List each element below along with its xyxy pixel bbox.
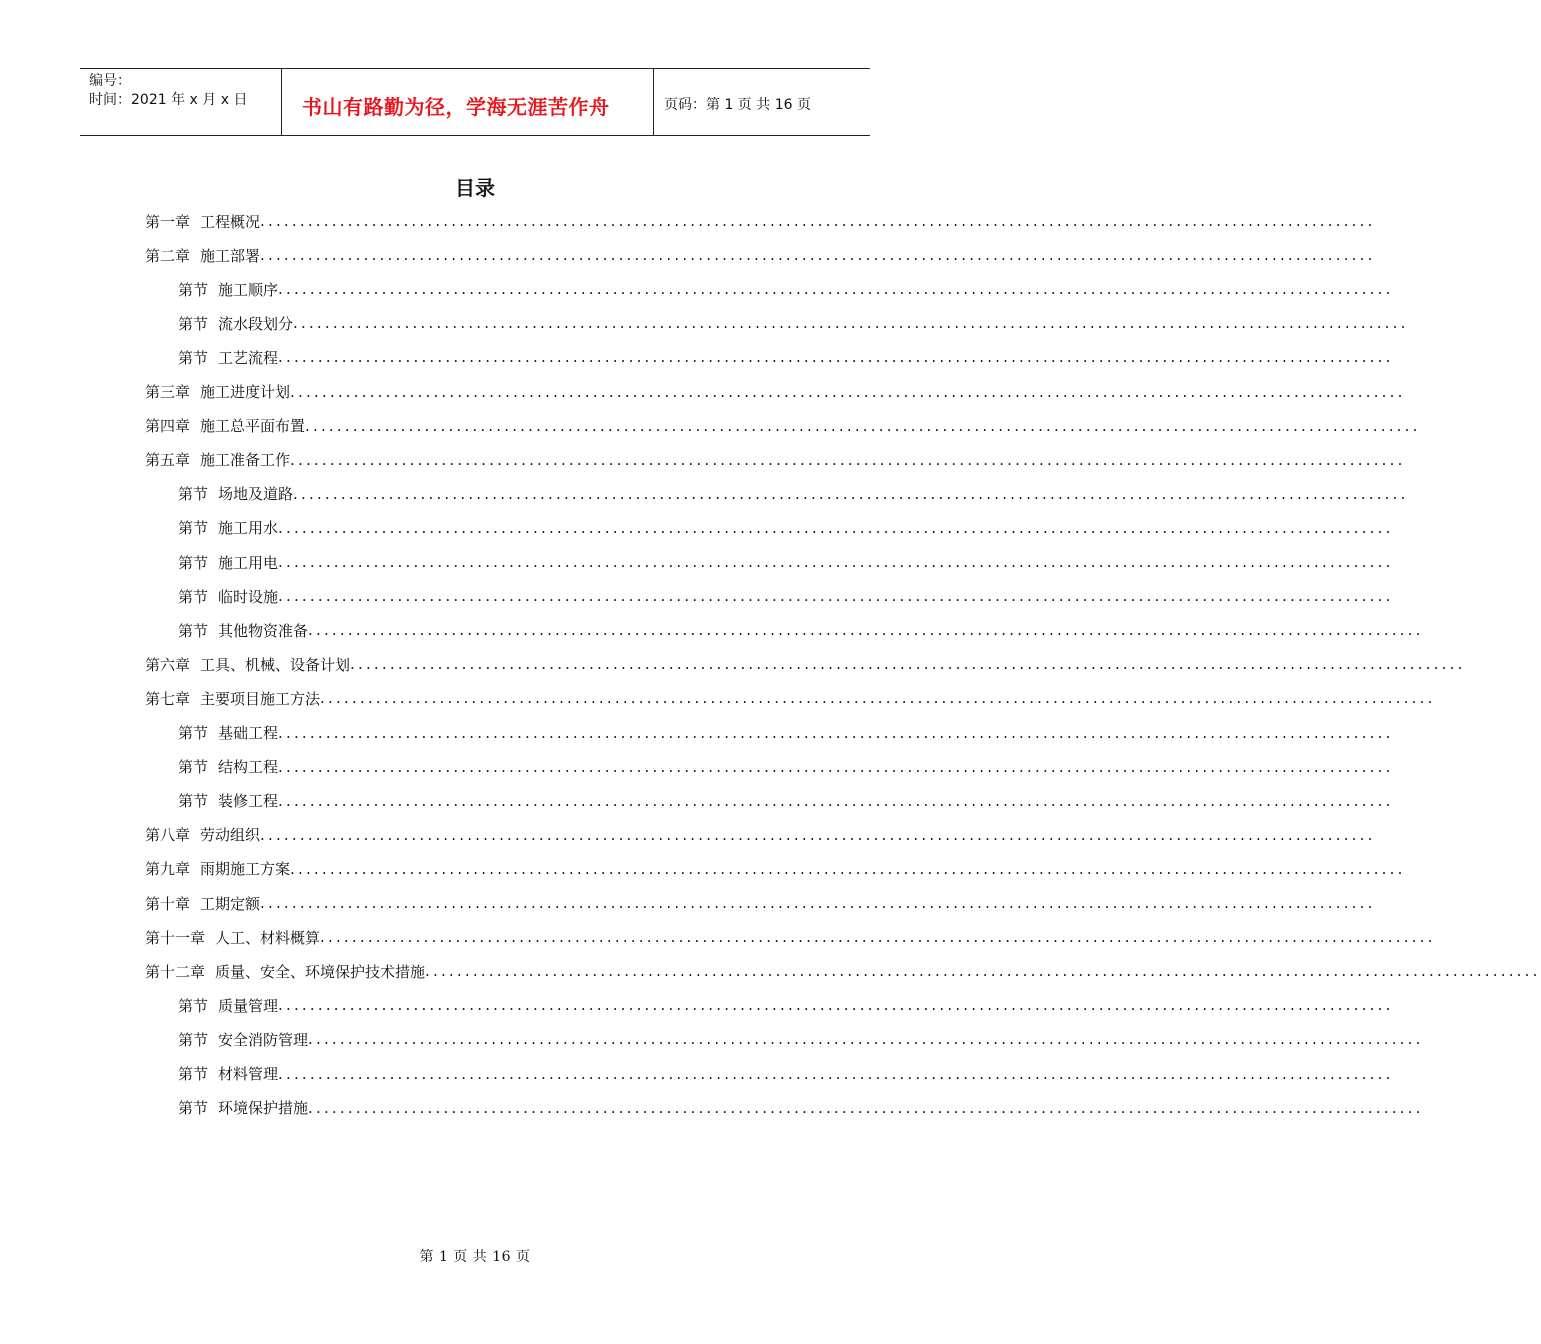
toc-section-entry[interactable] xyxy=(178,579,1394,613)
toc-section-entry[interactable] xyxy=(178,1022,1424,1056)
toc-entry-number: 第十二章 xyxy=(145,962,206,981)
toc-entry-label xyxy=(145,654,350,675)
toc-entry-title: 安全消防管理 xyxy=(218,1030,309,1049)
toc-dot-leader: ............................................................................................................................................ xyxy=(260,246,1376,265)
toc-entry-number: 第节 xyxy=(178,724,209,742)
toc-entry-title: 施工顺序 xyxy=(218,280,279,299)
toc-entry-title: 装修工程 xyxy=(218,792,279,811)
toc-section-entry[interactable] xyxy=(178,511,1394,545)
toc-entry-number: 第一章 xyxy=(145,212,191,231)
toc-entry-label xyxy=(145,381,290,402)
toc-entry-label xyxy=(178,1029,308,1050)
toc-entry-label xyxy=(178,586,278,607)
toc-entry-title: 施工总平面布置 xyxy=(200,417,306,436)
toc-entry-title: 工艺流程 xyxy=(218,348,279,367)
toc-dot-leader: ............................................................................................................................................ xyxy=(278,996,1394,1015)
toc-entry-title: 临时设施 xyxy=(218,587,279,606)
toc-dot-leader: ............................................................................................................................................ xyxy=(308,621,1424,640)
toc-entry-number: 第节 xyxy=(178,553,209,572)
toc-dot-leader: ............................................................................................................................................ xyxy=(260,212,1376,230)
toc-section-entry[interactable] xyxy=(178,613,1424,647)
toc-dot-leader: ............................................................................................................................................ xyxy=(260,894,1376,912)
toc-entry-title: 质量管理 xyxy=(218,996,279,1015)
toc-section-entry[interactable] xyxy=(178,784,1394,818)
toc-dot-leader: ............................................................................................................................................ xyxy=(278,553,1394,571)
toc-entry-number: 第节 xyxy=(178,1030,209,1049)
toc-entry-number: 第八章 xyxy=(145,826,191,845)
toc-chapter-entry[interactable] xyxy=(145,204,1376,238)
toc-entry-label xyxy=(178,620,308,641)
toc-entry-number: 第节 xyxy=(178,1065,209,1083)
toc-entry-title: 流水段划分 xyxy=(218,314,294,333)
toc-dot-leader: ............................................................................................................................................ xyxy=(278,791,1394,810)
toc-chapter-entry[interactable] xyxy=(145,852,1406,886)
toc-dot-leader: ............................................................................................................................................ xyxy=(320,928,1436,947)
toc-section-entry[interactable] xyxy=(178,750,1394,784)
toc-chapter-entry[interactable] xyxy=(145,886,1376,920)
toc-entry-label xyxy=(178,347,278,368)
toc-entry-number: 第节 xyxy=(178,758,209,777)
toc-section-entry[interactable] xyxy=(178,477,1409,511)
toc-chapter-entry[interactable] xyxy=(145,238,1376,272)
toc-entry-title: 工程概况 xyxy=(200,212,261,231)
toc-entry-title: 雨期施工方案 xyxy=(200,860,291,879)
toc-entry-label xyxy=(145,961,425,982)
toc-section-entry[interactable] xyxy=(178,545,1394,579)
toc-chapter-entry[interactable] xyxy=(145,375,1406,409)
toc-dot-leader: ............................................................................................................................................ xyxy=(278,757,1394,776)
toc-entry-number: 第六章 xyxy=(145,655,191,674)
toc-dot-leader: ............................................................................................................................................ xyxy=(425,962,1541,981)
toc-dot-leader: ............................................................................................................................................ xyxy=(278,348,1394,367)
toc-section-entry[interactable] xyxy=(178,988,1394,1022)
toc-dot-leader: ............................................................................................................................................ xyxy=(293,314,1409,333)
toc-entry-number: 第节 xyxy=(178,621,209,640)
toc-entry-number: 第节 xyxy=(178,792,209,811)
toc-entry-label xyxy=(178,1063,278,1084)
toc-dot-leader: ............................................................................................................................................ xyxy=(308,1030,1424,1049)
toc-entry-label xyxy=(178,313,293,334)
toc-entry-title: 施工准备工作 xyxy=(200,451,291,470)
toc-entry-title: 主要项目施工方法 xyxy=(200,689,321,708)
toc-entry-label xyxy=(178,790,278,811)
toc-entry-title: 劳动组织 xyxy=(200,826,261,845)
toc-section-entry[interactable] xyxy=(178,272,1394,306)
toc-entry-title: 人工、材料概算 xyxy=(215,928,321,947)
toc-chapter-entry[interactable] xyxy=(145,920,1436,954)
toc-entry-label xyxy=(145,245,260,266)
toc-entry-number: 第四章 xyxy=(145,417,191,436)
toc-section-entry[interactable] xyxy=(178,716,1394,750)
toc-entry-title: 基础工程 xyxy=(218,724,279,742)
toc-entry-number: 第节 xyxy=(178,1099,209,1118)
toc-entry-number: 第五章 xyxy=(145,451,191,470)
toc-entry-label xyxy=(145,449,290,470)
toc-dot-leader: ............................................................................................................................................ xyxy=(278,723,1394,742)
toc-chapter-entry[interactable] xyxy=(145,681,1436,715)
toc-entry-title: 施工用水 xyxy=(218,519,279,538)
document-date-label: 时间：2021 年 x 月 x 日 xyxy=(89,92,248,108)
toc-chapter-entry[interactable] xyxy=(145,954,1541,988)
toc-entry-label xyxy=(178,722,278,743)
toc-entry-title: 工期定额 xyxy=(200,894,261,913)
toc-chapter-entry[interactable] xyxy=(145,647,1466,681)
toc-entry-label xyxy=(145,927,320,948)
toc-entry-number: 第十章 xyxy=(145,894,191,913)
toc-entry-number: 第三章 xyxy=(145,383,191,401)
toc-entry-title: 施工用电 xyxy=(218,553,279,572)
toc-entry-label xyxy=(145,858,290,879)
toc-entry-title: 材料管理 xyxy=(218,1065,279,1083)
toc-dot-leader: ............................................................................................................................................ xyxy=(320,689,1436,708)
header-motto: 书山有路勤为径，学海无涯苦作舟 xyxy=(302,94,610,119)
toc-entry-number: 第节 xyxy=(178,485,209,504)
toc-entry-label xyxy=(145,824,260,845)
toc-section-entry[interactable] xyxy=(178,1057,1394,1091)
page-header-table xyxy=(80,68,870,136)
toc-dot-leader: ............................................................................................................................................ xyxy=(350,655,1466,674)
toc-entry-number: 第节 xyxy=(178,348,209,367)
toc-entry-label xyxy=(178,279,278,300)
toc-entry-title: 工具、机械、设备计划 xyxy=(200,655,351,674)
header-motto-cell xyxy=(282,69,654,135)
toc-entry-label xyxy=(145,415,305,436)
toc-section-entry[interactable] xyxy=(178,340,1394,374)
toc-entry-label xyxy=(145,688,320,709)
toc-entry-label xyxy=(178,517,278,538)
toc-entry-title: 质量、安全、环境保护技术措施 xyxy=(215,962,426,981)
header-page-info: 页码：第 1 页 共 16 页 xyxy=(664,97,811,113)
toc-entry-title: 其他物资准备 xyxy=(218,621,309,640)
toc-entry-number: 第七章 xyxy=(145,689,191,708)
toc-dot-leader: ............................................................................................................................................ xyxy=(278,587,1394,606)
toc-entry-label xyxy=(178,552,278,573)
toc-entry-number: 第节 xyxy=(178,280,209,299)
toc-entry-label xyxy=(145,211,260,232)
toc-dot-leader: ............................................................................................................................................ xyxy=(293,484,1409,503)
toc-entry-label xyxy=(178,483,293,504)
toc-entry-label xyxy=(178,995,278,1016)
toc-dot-leader: ............................................................................................................................................ xyxy=(308,1098,1424,1117)
toc-entry-number: 第节 xyxy=(178,314,209,333)
toc-dot-leader: ............................................................................................................................................ xyxy=(278,518,1394,537)
document-number-label: 编号： xyxy=(89,73,131,89)
toc-entry-title: 场地及道路 xyxy=(218,485,294,504)
toc-entry-number: 第二章 xyxy=(145,246,191,265)
toc-section-entry[interactable] xyxy=(178,1091,1424,1125)
toc-entry-label xyxy=(145,893,260,914)
toc-dot-leader: ............................................................................................................................................ xyxy=(290,450,1406,469)
toc-dot-leader: ............................................................................................................................................ xyxy=(290,859,1406,878)
toc-dot-leader: ............................................................................................................................................ xyxy=(290,382,1406,401)
toc-dot-leader: ............................................................................................................................................ xyxy=(278,280,1394,299)
toc-entry-number: 第节 xyxy=(178,587,209,606)
header-page-cell xyxy=(654,69,870,135)
toc-entry-title: 施工进度计划 xyxy=(200,383,291,401)
toc-entry-label xyxy=(178,756,278,777)
toc-dot-leader: ............................................................................................................................................ xyxy=(260,825,1376,844)
header-meta-cell xyxy=(80,69,282,135)
toc-entry-number: 第节 xyxy=(178,996,209,1015)
toc-section-entry[interactable] xyxy=(178,306,1409,340)
toc-entry-number: 第十一章 xyxy=(145,928,206,947)
toc-entry-title: 施工部署 xyxy=(200,246,261,265)
toc-entry-number: 第节 xyxy=(178,519,209,538)
toc-entry-title: 环境保护措施 xyxy=(218,1099,309,1118)
toc-dot-leader: ............................................................................................................................................ xyxy=(305,416,1421,435)
page-footer: 第 1 页 共 16 页 xyxy=(419,1249,531,1265)
toc-entry-label xyxy=(178,1097,308,1118)
toc-title: 目录 xyxy=(455,176,495,200)
toc-chapter-entry[interactable] xyxy=(145,818,1376,852)
toc-dot-leader: ............................................................................................................................................ xyxy=(278,1064,1394,1083)
toc-entry-number: 第九章 xyxy=(145,860,191,879)
toc-chapter-entry[interactable] xyxy=(145,409,1421,443)
toc-entry-title: 结构工程 xyxy=(218,758,279,777)
toc-chapter-entry[interactable] xyxy=(145,443,1406,477)
